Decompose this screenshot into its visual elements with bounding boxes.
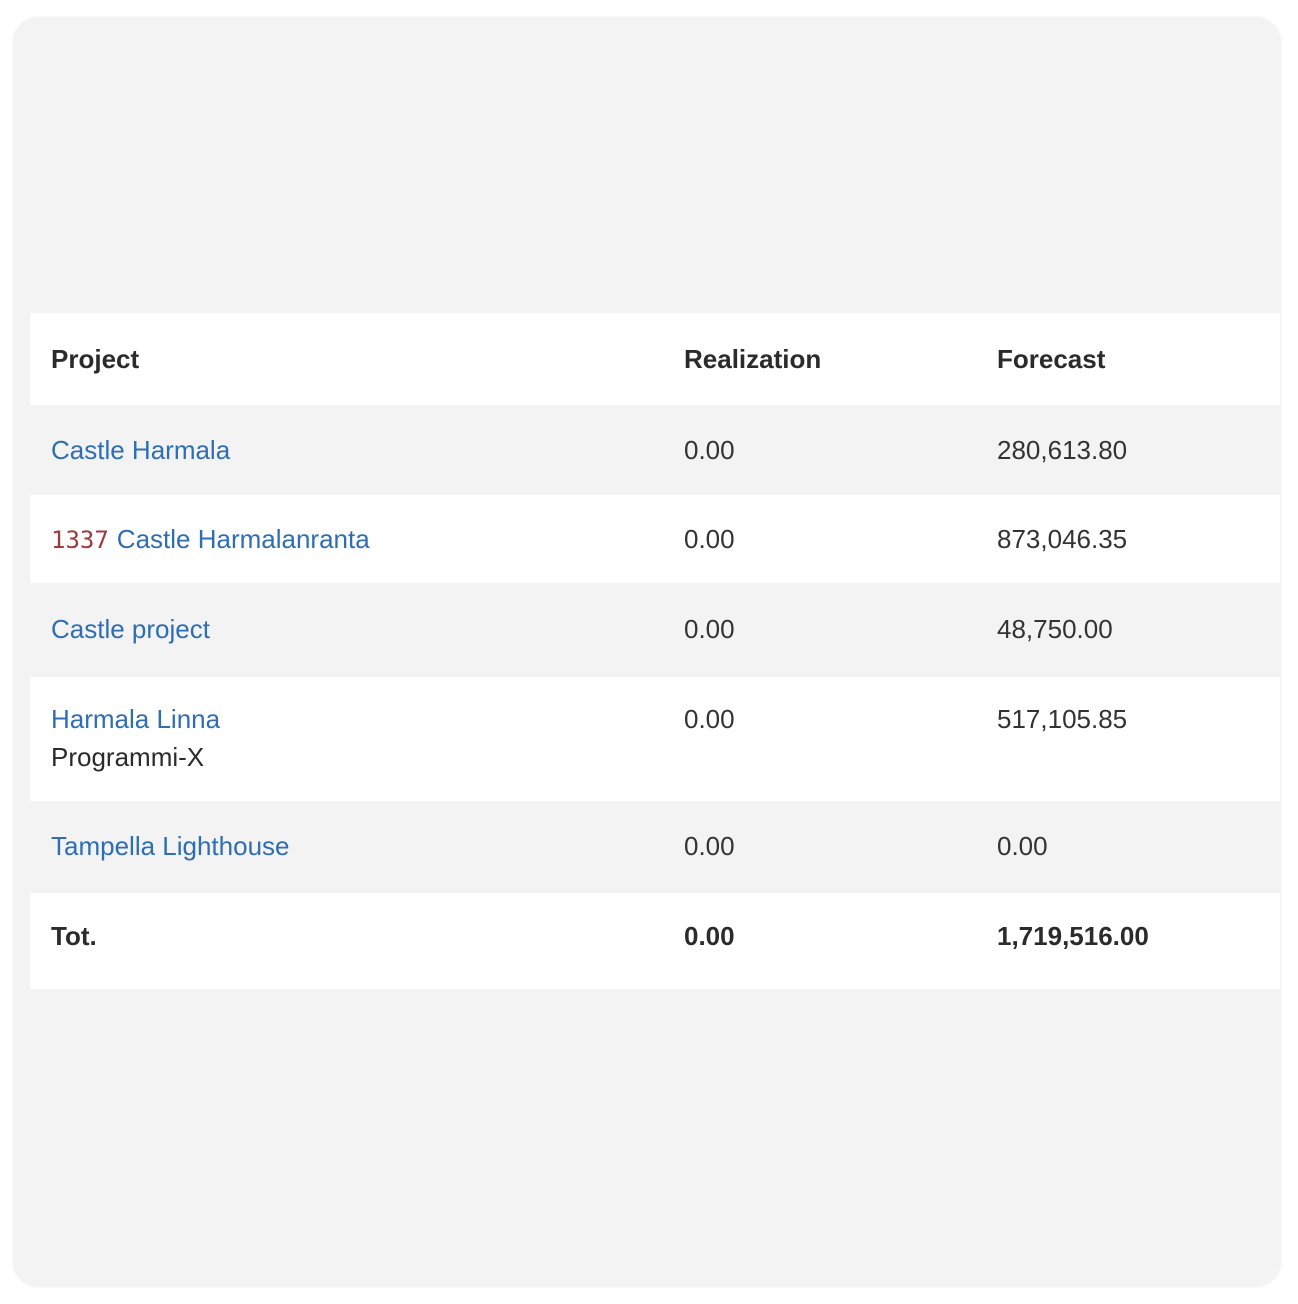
projects-table — [30, 313, 1280, 989]
project-cell — [51, 610, 210, 648]
realization-value: 0.00 — [684, 435, 735, 465]
project-cell — [51, 827, 290, 865]
forecast-value: 48,750.00 — [997, 614, 1113, 644]
total-forecast: 1,719,516.00 — [997, 921, 1149, 951]
realization-value: 0.00 — [684, 704, 735, 734]
project-link-castle-harmalanranta[interactable]: Castle Harmalanranta — [116, 524, 370, 554]
realization-value: 0.00 — [684, 614, 735, 644]
project-code: 1337 — [51, 526, 109, 554]
forecast-value: 0.00 — [997, 831, 1048, 861]
forecast-value: 517,105.85 — [997, 704, 1128, 734]
total-realization: 0.00 — [684, 921, 735, 951]
summary-card — [14, 18, 1280, 1286]
forecast-value: 280,613.80 — [997, 435, 1128, 465]
realization-value: 0.00 — [684, 831, 735, 861]
project-link-tampella-lighthouse[interactable]: Tampella Lighthouse — [51, 831, 290, 861]
table-row — [30, 801, 1280, 893]
project-link-harmala-linna[interactable]: Harmala Linna — [51, 704, 221, 734]
program-name: Programmi-X — [51, 742, 205, 772]
header-project: Project — [51, 344, 140, 374]
table-row — [30, 405, 1280, 495]
forecast-value: 873,046.35 — [997, 524, 1128, 554]
table-row — [30, 495, 1280, 583]
header-forecast: Forecast — [997, 344, 1106, 374]
total-label: Tot. — [51, 921, 97, 951]
project-link-castle-project[interactable]: Castle project — [51, 614, 210, 644]
table-total-row — [30, 893, 1280, 989]
project-cell — [51, 700, 220, 776]
project-cell — [51, 431, 230, 469]
table-row — [30, 583, 1280, 677]
realization-value: 0.00 — [684, 524, 735, 554]
table-row — [30, 677, 1280, 801]
project-link-castle-harmala[interactable]: Castle Harmala — [51, 435, 231, 465]
table-header-row — [30, 313, 1280, 405]
header-realization: Realization — [684, 344, 822, 374]
project-cell — [51, 520, 370, 559]
